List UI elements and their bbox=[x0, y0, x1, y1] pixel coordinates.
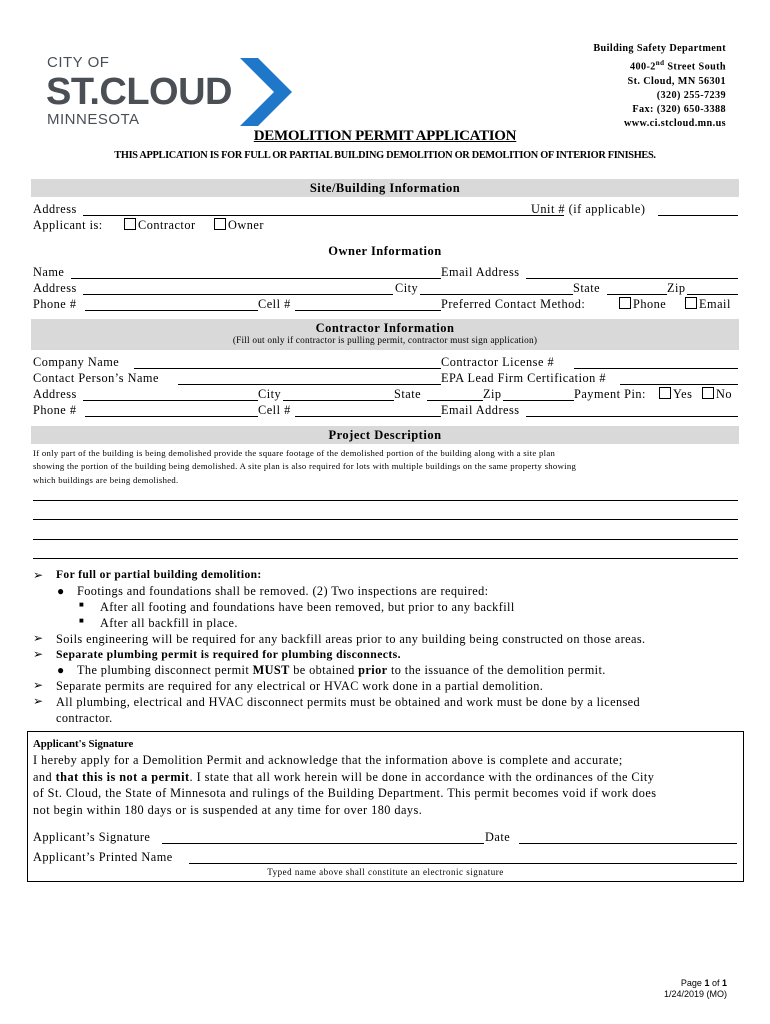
contractor-phone-field[interactable] bbox=[85, 403, 258, 417]
contractor-company-row bbox=[33, 355, 738, 371]
owner-address-field[interactable] bbox=[83, 281, 393, 295]
dept-website[interactable]: www.ci.stcloud.mn.us bbox=[624, 118, 726, 130]
signature-date-row bbox=[33, 830, 738, 846]
owner-name-row bbox=[33, 265, 738, 281]
site-section-header bbox=[31, 179, 739, 197]
contractor-section-title: Contractor Information bbox=[315, 321, 455, 335]
revision-date: 1/24/2019 (MO) bbox=[663, 989, 727, 999]
preferred-phone-checkbox[interactable] bbox=[619, 297, 631, 309]
req-plumbing-disconnect: The plumbing disconnect permit MUST be obtained prior to the issuance of the demolition permit. bbox=[77, 663, 606, 677]
preferred-email-checkbox[interactable] bbox=[685, 297, 697, 309]
owner-address-row bbox=[33, 281, 738, 297]
project-instructions-line2: showing the portion of the building being demolished. A site plan is also required for lots with multiple buildings on the same property showing bbox=[33, 461, 577, 472]
site-address-field[interactable] bbox=[83, 202, 564, 216]
owner-name-field[interactable] bbox=[71, 265, 441, 279]
contact-person-label: Contact Person’s Name bbox=[33, 371, 159, 385]
printed-name-label: Applicant’s Printed Name bbox=[33, 850, 173, 864]
req-footings-inspection-1: After all footing and foundations have been removed, but prior to any backfill bbox=[100, 600, 515, 614]
owner-phone-label: Phone # bbox=[33, 297, 77, 311]
contractor-state-field[interactable] bbox=[427, 387, 483, 401]
logo-chevron-icon bbox=[238, 58, 294, 126]
project-desc-line-1[interactable] bbox=[33, 500, 738, 501]
contractor-section-note: (Fill out only if contractor is pulling permit, contractor must sign application) bbox=[232, 336, 538, 346]
project-desc-line-2[interactable] bbox=[33, 519, 738, 520]
owner-phone-row bbox=[33, 297, 738, 313]
date-label: Date bbox=[485, 830, 511, 844]
signature-box bbox=[27, 731, 744, 882]
logo-city-of: CITY OF bbox=[47, 54, 110, 71]
signature-label: Applicant’s Signature bbox=[33, 830, 151, 844]
req-electrical-hvac: Separate permits are required for any electrical or HVAC work done in a partial demolition. bbox=[56, 679, 544, 693]
company-name-label: Company Name bbox=[33, 355, 120, 369]
payment-pin-label: Payment Pin: bbox=[574, 387, 646, 401]
form-subtitle: THIS APPLICATION IS FOR FULL OR PARTIAL BUILDING DEMOLITION OR DEMOLITION OF INTERIOR FINISHES. bbox=[114, 150, 656, 161]
preferred-phone-option[interactable]: Phone bbox=[616, 297, 666, 312]
page-footer bbox=[664, 978, 727, 1000]
applicant-owner-option[interactable]: Owner bbox=[211, 218, 264, 233]
contractor-address-row bbox=[33, 387, 738, 403]
city-logo bbox=[46, 54, 296, 129]
owner-zip-field[interactable] bbox=[687, 281, 738, 295]
epa-cert-field[interactable] bbox=[620, 371, 738, 385]
applicant-contractor-option[interactable]: Contractor bbox=[121, 218, 196, 233]
req-footings-inspection-2: After all backfill in place. bbox=[100, 616, 238, 630]
contractor-address-field[interactable] bbox=[83, 387, 258, 401]
req-disconnect-permits-line1: All plumbing, electrical and HVAC disconnect permits must be obtained and work must be done by a licensed bbox=[56, 695, 641, 709]
owner-email-label: Email Address bbox=[441, 265, 520, 279]
company-name-field[interactable] bbox=[134, 355, 441, 369]
owner-section-title: Owner Information bbox=[328, 244, 442, 258]
owner-cell-field[interactable] bbox=[295, 297, 441, 311]
arrow-bullet-icon: ➢ bbox=[33, 678, 44, 692]
applicant-label: Applicant is: bbox=[33, 218, 103, 232]
site-address-row bbox=[33, 202, 738, 218]
form-title: DEMOLITION PERMIT APPLICATION bbox=[253, 128, 517, 144]
project-desc-line-4[interactable] bbox=[33, 558, 738, 559]
req-full-partial: For full or partial building demolition: bbox=[56, 569, 262, 581]
project-instructions-line1: If only part of the building is being demolished provide the square footage of the demolished portion of the building along with a site plan bbox=[33, 448, 556, 458]
project-section-header bbox=[31, 426, 739, 444]
owner-email-field[interactable] bbox=[526, 265, 738, 279]
arrow-bullet-icon: ➢ bbox=[33, 568, 44, 582]
signature-heading: Applicant's Signature bbox=[33, 738, 134, 750]
project-instructions bbox=[33, 447, 738, 487]
owner-cell-label: Cell # bbox=[258, 297, 291, 311]
owner-address-label: Address bbox=[33, 281, 77, 295]
contractor-checkbox[interactable] bbox=[124, 218, 136, 230]
preferred-email-option[interactable]: Email bbox=[682, 297, 731, 312]
contact-person-field[interactable] bbox=[178, 371, 441, 385]
contractor-cell-label: Cell # bbox=[258, 403, 291, 417]
square-bullet-icon: ■ bbox=[79, 616, 84, 625]
unit-label: Unit # (if applicable) bbox=[531, 202, 646, 216]
contractor-phone-row bbox=[33, 403, 738, 419]
signature-declaration: I hereby apply for a Demolition Permit and acknowledge that the information above is complete and accurate; and that this is not a permit. I state that all work herein will be done in accordance with the ordinances of the City of St. Cloud, the State of Minnesota and rulings of the Building Department. This permit becomes void if work does not begin within 180 days or is suspended at any time for over 180 days. bbox=[33, 753, 657, 817]
applicant-type-row bbox=[33, 218, 738, 234]
date-field[interactable] bbox=[519, 830, 737, 844]
contractor-cell-field[interactable] bbox=[295, 403, 441, 417]
contractor-email-field[interactable] bbox=[526, 403, 738, 417]
square-bullet-icon: ■ bbox=[79, 600, 84, 609]
contractor-license-field[interactable] bbox=[574, 355, 738, 369]
site-section-title: Site/Building Information bbox=[309, 181, 461, 195]
dept-street: 400-2nd Street South bbox=[630, 59, 726, 73]
logo-minnesota: MINNESOTA bbox=[47, 111, 140, 128]
payment-pin-yes-option[interactable]: Yes bbox=[656, 387, 692, 402]
contractor-section-header bbox=[31, 319, 739, 350]
dot-bullet-icon: ● bbox=[57, 663, 65, 677]
owner-name-label: Name bbox=[33, 265, 65, 279]
page-number: Page 1 of 1 bbox=[680, 978, 727, 988]
req-plumbing-permit: Separate plumbing permit is required for plumbing disconnects. bbox=[56, 648, 401, 661]
owner-zip-label: Zip bbox=[667, 281, 686, 295]
logo-st-cloud: ST.CLOUD bbox=[46, 71, 232, 113]
contractor-contact-row bbox=[33, 371, 738, 387]
printed-name-row bbox=[33, 850, 738, 866]
epa-cert-label: EPA Lead Firm Certification # bbox=[441, 371, 607, 385]
payment-pin-no-option[interactable]: No bbox=[699, 387, 732, 402]
owner-phone-field[interactable] bbox=[85, 297, 258, 311]
site-address-label: Address bbox=[33, 202, 77, 216]
unit-field[interactable] bbox=[658, 202, 738, 216]
owner-checkbox[interactable] bbox=[214, 218, 226, 230]
contractor-email-label: Email Address bbox=[441, 403, 520, 417]
project-desc-line-3[interactable] bbox=[33, 539, 738, 540]
contractor-city-label: City bbox=[258, 387, 282, 401]
dept-phone: (320) 255-7239 bbox=[656, 90, 726, 101]
contractor-zip-field[interactable] bbox=[503, 387, 574, 401]
dot-bullet-icon: ● bbox=[57, 584, 65, 598]
contractor-license-label: Contractor License # bbox=[441, 355, 555, 369]
owner-state-label: State bbox=[573, 281, 601, 295]
dept-city: St. Cloud, MN 56301 bbox=[627, 75, 726, 87]
owner-city-label: City bbox=[395, 281, 419, 295]
arrow-bullet-icon: ➢ bbox=[33, 647, 44, 661]
owner-state-field[interactable] bbox=[607, 281, 667, 295]
signature-field[interactable] bbox=[162, 830, 484, 844]
department-address bbox=[593, 42, 726, 132]
contractor-phone-label: Phone # bbox=[33, 403, 77, 417]
dept-fax: Fax: (320) 650-3388 bbox=[632, 104, 726, 116]
req-footings: Footings and foundations shall be removed. (2) Two inspections are required: bbox=[77, 584, 489, 598]
contractor-zip-label: Zip bbox=[483, 387, 502, 401]
project-instructions-line3: which buildings are being demolished. bbox=[33, 474, 179, 485]
payment-pin-no-checkbox[interactable] bbox=[702, 387, 714, 399]
owner-city-field[interactable] bbox=[420, 281, 573, 295]
contractor-state-label: State bbox=[394, 387, 422, 401]
contractor-city-field[interactable] bbox=[283, 387, 394, 401]
arrow-bullet-icon: ➢ bbox=[33, 694, 44, 708]
printed-name-field[interactable] bbox=[189, 850, 737, 864]
owner-section-header bbox=[31, 243, 739, 261]
contractor-address-label: Address bbox=[33, 387, 77, 401]
project-section-title: Project Description bbox=[328, 428, 442, 442]
req-disconnect-permits-line2: contractor. bbox=[56, 711, 113, 725]
payment-pin-yes-checkbox[interactable] bbox=[659, 387, 671, 399]
dept-name: Building Safety Department bbox=[593, 43, 726, 54]
electronic-signature-note: Typed name above shall constitute an electronic signature bbox=[267, 867, 504, 877]
preferred-contact-label: Preferred Contact Method: bbox=[441, 297, 586, 311]
arrow-bullet-icon: ➢ bbox=[33, 631, 44, 645]
req-soils: Soils engineering will be required for any backfill areas prior to any building being constructed on those areas. bbox=[56, 632, 646, 646]
